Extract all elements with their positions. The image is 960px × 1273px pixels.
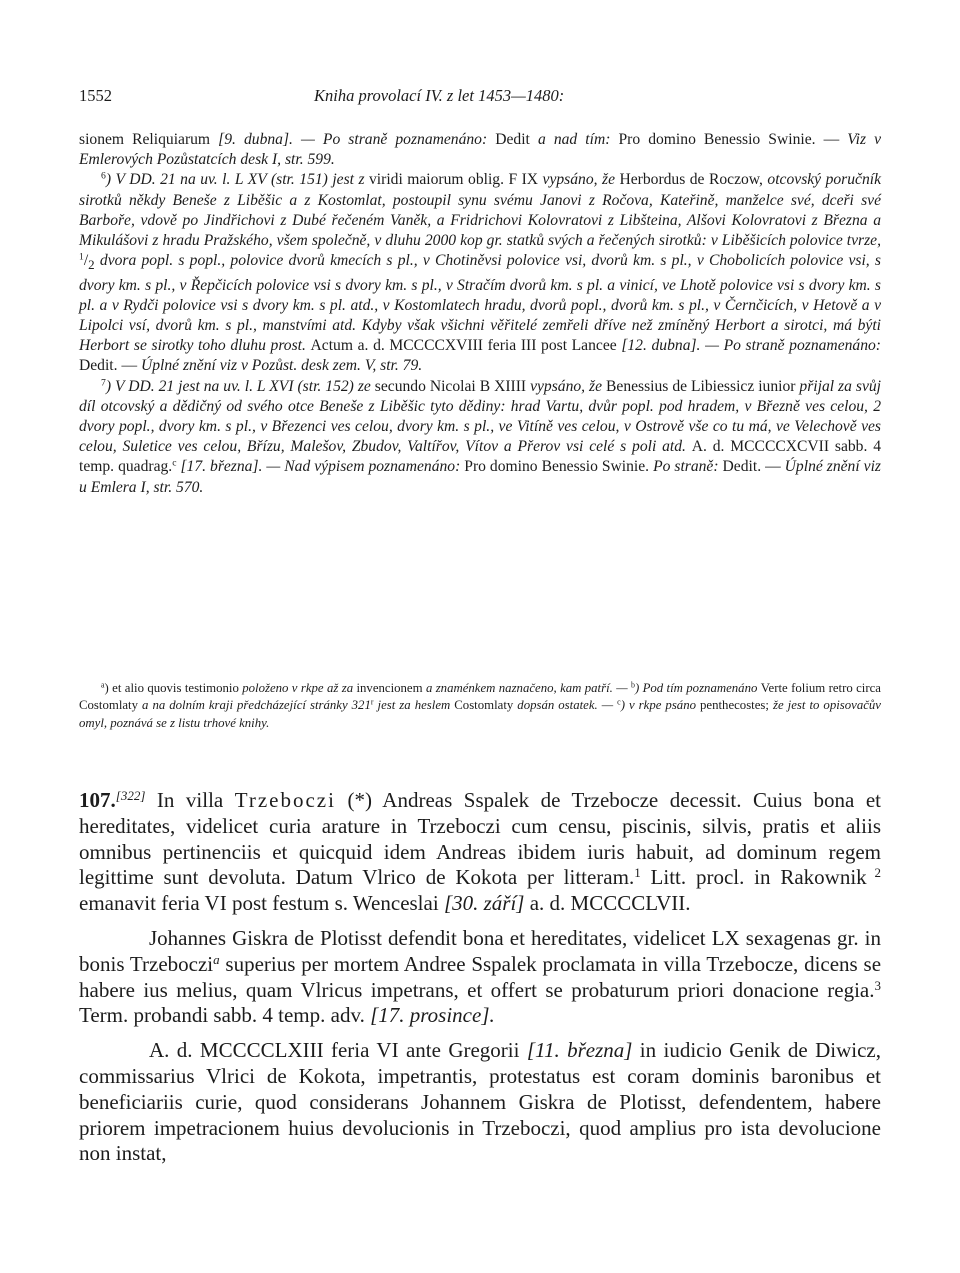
text-run: Dedit. — [79, 357, 141, 375]
text-run: [17. března]. — Nad výpisem poznamenáno: [176, 458, 465, 476]
entry-paragraph-1 [79, 788, 881, 917]
note-ref: 2 [866, 865, 881, 881]
text-run: secundo Nicolai B XIIII [374, 377, 531, 395]
note-6 [79, 170, 881, 376]
text-run: emanavit feria VI post festum s. Wenceslai [79, 891, 444, 916]
note-marker: 7 [101, 377, 106, 389]
date-gloss: [11. března] [526, 1038, 633, 1063]
text-run: Verte folium retro circa Costomlaty [79, 681, 881, 713]
running-title: Kniha provolací IV. z let 1453—1480: [314, 86, 565, 105]
text-run: A. d. MCCCCLXIII feria VI ante Gregorii [149, 1038, 527, 1063]
note-ref: 3 [874, 977, 881, 993]
text-run: a znaménkem naznačeno, kam patří. — [425, 681, 631, 695]
text-run: Actum a. d. MCCCCXVIII feria III post Lancee [310, 337, 622, 355]
text-run: přijal za svůj díl otcovský a dědičný od svého otce Beneše z Liběšic tyto dědiny: hrad Vartu, dvůr popl. pod hradem, v Březně ves celou, 2 dvory popl., dvory km. s pl., v Březenci ves celou, dvory km. s pl., ve Vitíně ves celou, v Ostrově vše co tu má, ve Velechově ves celou, Suletice ves celou, Břízu, Malešov, Zbudov, Valtířov, Vítov a Přerov vsi celé s poli atd. [79, 377, 881, 456]
text-run: In villa [145, 788, 235, 812]
text-run: A. d. MCCCCXCVII sabb. 4 temp. quadrag. [79, 438, 881, 476]
note-7 [79, 377, 881, 498]
text-run: a na dolním kraji předcházející stránky 321 [142, 698, 371, 713]
entry-paragraph-3 [79, 1038, 881, 1167]
text-run: Pro domino Benessio Swinie. — [618, 131, 848, 148]
footnote-block [79, 680, 881, 732]
text-run: dopsán ostatek. — [517, 698, 618, 713]
fraction-slash: / [83, 252, 89, 270]
footnote-marker: c [617, 698, 621, 708]
text-run: ) V DD. 21 jest na uv. l. L XVI (str. 152) ze [105, 377, 375, 395]
source-folio-ref: [322] [115, 787, 146, 803]
footnotes [79, 680, 881, 732]
date-gloss: [30. září] [443, 891, 525, 916]
text-run: in iudicio Genik de Diwicz, commissarius Vlrici de Kokota, impetrantis, protestatus est coram dominis baronibus et beneficiariis curie, quod considerans Johannem Giskra de Plotisst, defendentem, habere priorem impetracionem huius devolucionis in Trzeboczi, quod amplius pro ista devolucione non instat, [79, 1038, 881, 1166]
text-run: Johannes Giskra de Plotisst defendit bona et hereditates, videlicet LX sexagenas gr. in bonis Trzeboczi [79, 925, 881, 976]
text-run: Po straně: [653, 458, 723, 476]
text-run: [12. dubna]. — Po straně poznamenáno: [621, 337, 881, 355]
text-run: ) v rkpe psáno [620, 698, 701, 713]
footnote-marker: b [630, 680, 635, 690]
text-run: (*) Andreas Sspalek de Trzebocze decessit. Cuius bona et hereditates, videlicet curia arature in Trzeboczi cum censu, piscinis, silvis, pratis et aliis omnibus pertinenciis et quicquid idem Andreas ibidem iuris habuit, ad dominum regem legittime sunt devoluta. Datum Vlrico de Kokota per litteram. [79, 788, 881, 890]
text-run: Dedit. — [722, 458, 785, 476]
text-run: penthecostes; [700, 698, 773, 713]
text-run: dvora popl. s popl., polovice dvorů kmecích s pl., v Chotiněvsi polovice vsi, dvorů km. s pl., v Chobolicích polovice vsi, s dvory km. s pl., v Řepčicích polovice vsi s dvory km. s pl., v Stračím dvorů km. s pl. a vinicí, ve Lhotě polovice vsi s dvory km. s pl. a v Rydči polovice vsi s dvory km. s pl. atd., v Kostomlatech hradu, dvorů popl., dvorů km. s pl., v Černčicích, v Hetově a v Lipolci vsí, dvorů km. s pl., manstvími atd. Kdyby však všichni věřitelé zemřeli dříve než zmíněný Herbort a sirotci, má býti Herbort se sirotky toho dluhu prost. [79, 252, 881, 355]
text-run: ) Pod tím poznamenáno [634, 681, 761, 695]
text-run: ) V DD. 21 na uv. l. L XV (str. 151) jest z [105, 171, 369, 189]
footnote-ref: a [213, 951, 220, 967]
text-run: invencionem [356, 681, 426, 695]
text-run: Úplné znění viz v Pozůst. desk zem. V, str. 79. [140, 357, 423, 375]
text-run: Viz v Emlerových Pozůstatcích desk I, str. 599. [79, 131, 882, 169]
entry-107 [79, 788, 881, 1176]
document-page [79, 0, 881, 1273]
text-run: že jest to opisovačův omyl, poznává se z listu trhové knihy. [79, 698, 881, 730]
text-run: Dedit [495, 131, 538, 148]
entry-paragraph-2 [79, 926, 881, 1029]
village-name: Trzeboczi [234, 788, 336, 812]
note-continuation [79, 130, 881, 170]
text-run: jest za heslem [373, 698, 455, 713]
text-run: Costomlaty [454, 698, 518, 713]
text-run: a nad tím: [537, 131, 619, 148]
text-run: otcovský poručník sirotků někdy Beneše z Liběšic a z Kostomlat, postoupil synu svému Janovi z Ročova, Kateřině, manželce své, dceři své Barboře, vdově po Jindřichovi z Dubé řečeném Vaněk, a Fridrichovi Kolovratovi z Libšteina, Alšovi Kolovratovi z Března a Mikulášovi z hradu Pražského, všem společně, v dluhu 2000 kop gr. statků svých a řečených sirotků: v Liběšicích polovice tvrze, [79, 171, 882, 250]
footnote-ref: c [172, 458, 177, 470]
footnote-marker: a [101, 680, 105, 690]
text-run: viridi maiorum oblig. F IX [369, 171, 543, 189]
text-run: Herbordus de Roczow, [619, 171, 768, 189]
text-run: vypsáno, že [530, 377, 606, 395]
fraction-numerator: 1 [79, 251, 84, 263]
text-run: sionem Reliquiarum [79, 131, 219, 148]
text-run: Litt. procl. in Rakownik [640, 865, 867, 890]
entry-number: 107. [79, 788, 116, 812]
text-run: položeno v rkpe až za [242, 681, 357, 695]
text-run: Úplné znění viz u Emlera I, str. 570. [79, 458, 881, 496]
fraction-denominator: 2 [88, 257, 95, 273]
text-run: vypsáno, že [542, 171, 620, 189]
note-ref: 1 [634, 865, 641, 881]
text-run: a. d. MCCCCLVII. [524, 891, 691, 916]
note-marker: 6 [101, 171, 106, 183]
text-run: superius per mortem Andree Sspalek proclamata in villa Trzebocze, dicens se habere ius melius, quam Vlricus impetrans, et offert se probaturum priori donacione regia. [79, 951, 882, 1002]
text-run: Benessius de Libiessicz iunior [606, 377, 800, 395]
page-number: 1552 [79, 86, 112, 105]
text-run: Term. probandi sabb. 4 temp. adv. [79, 1003, 371, 1028]
text-run: ) [104, 681, 113, 695]
text-run: Pro domino Benessio Swinie. [464, 458, 654, 476]
text-run: r [370, 698, 374, 708]
date-gloss: [17. prosince]. [370, 1003, 495, 1028]
text-run: [9. dubna]. — Po straně poznamenáno: [218, 131, 496, 148]
editorial-notes [79, 130, 881, 498]
text-run: et alio quovis testimonio [112, 681, 243, 695]
